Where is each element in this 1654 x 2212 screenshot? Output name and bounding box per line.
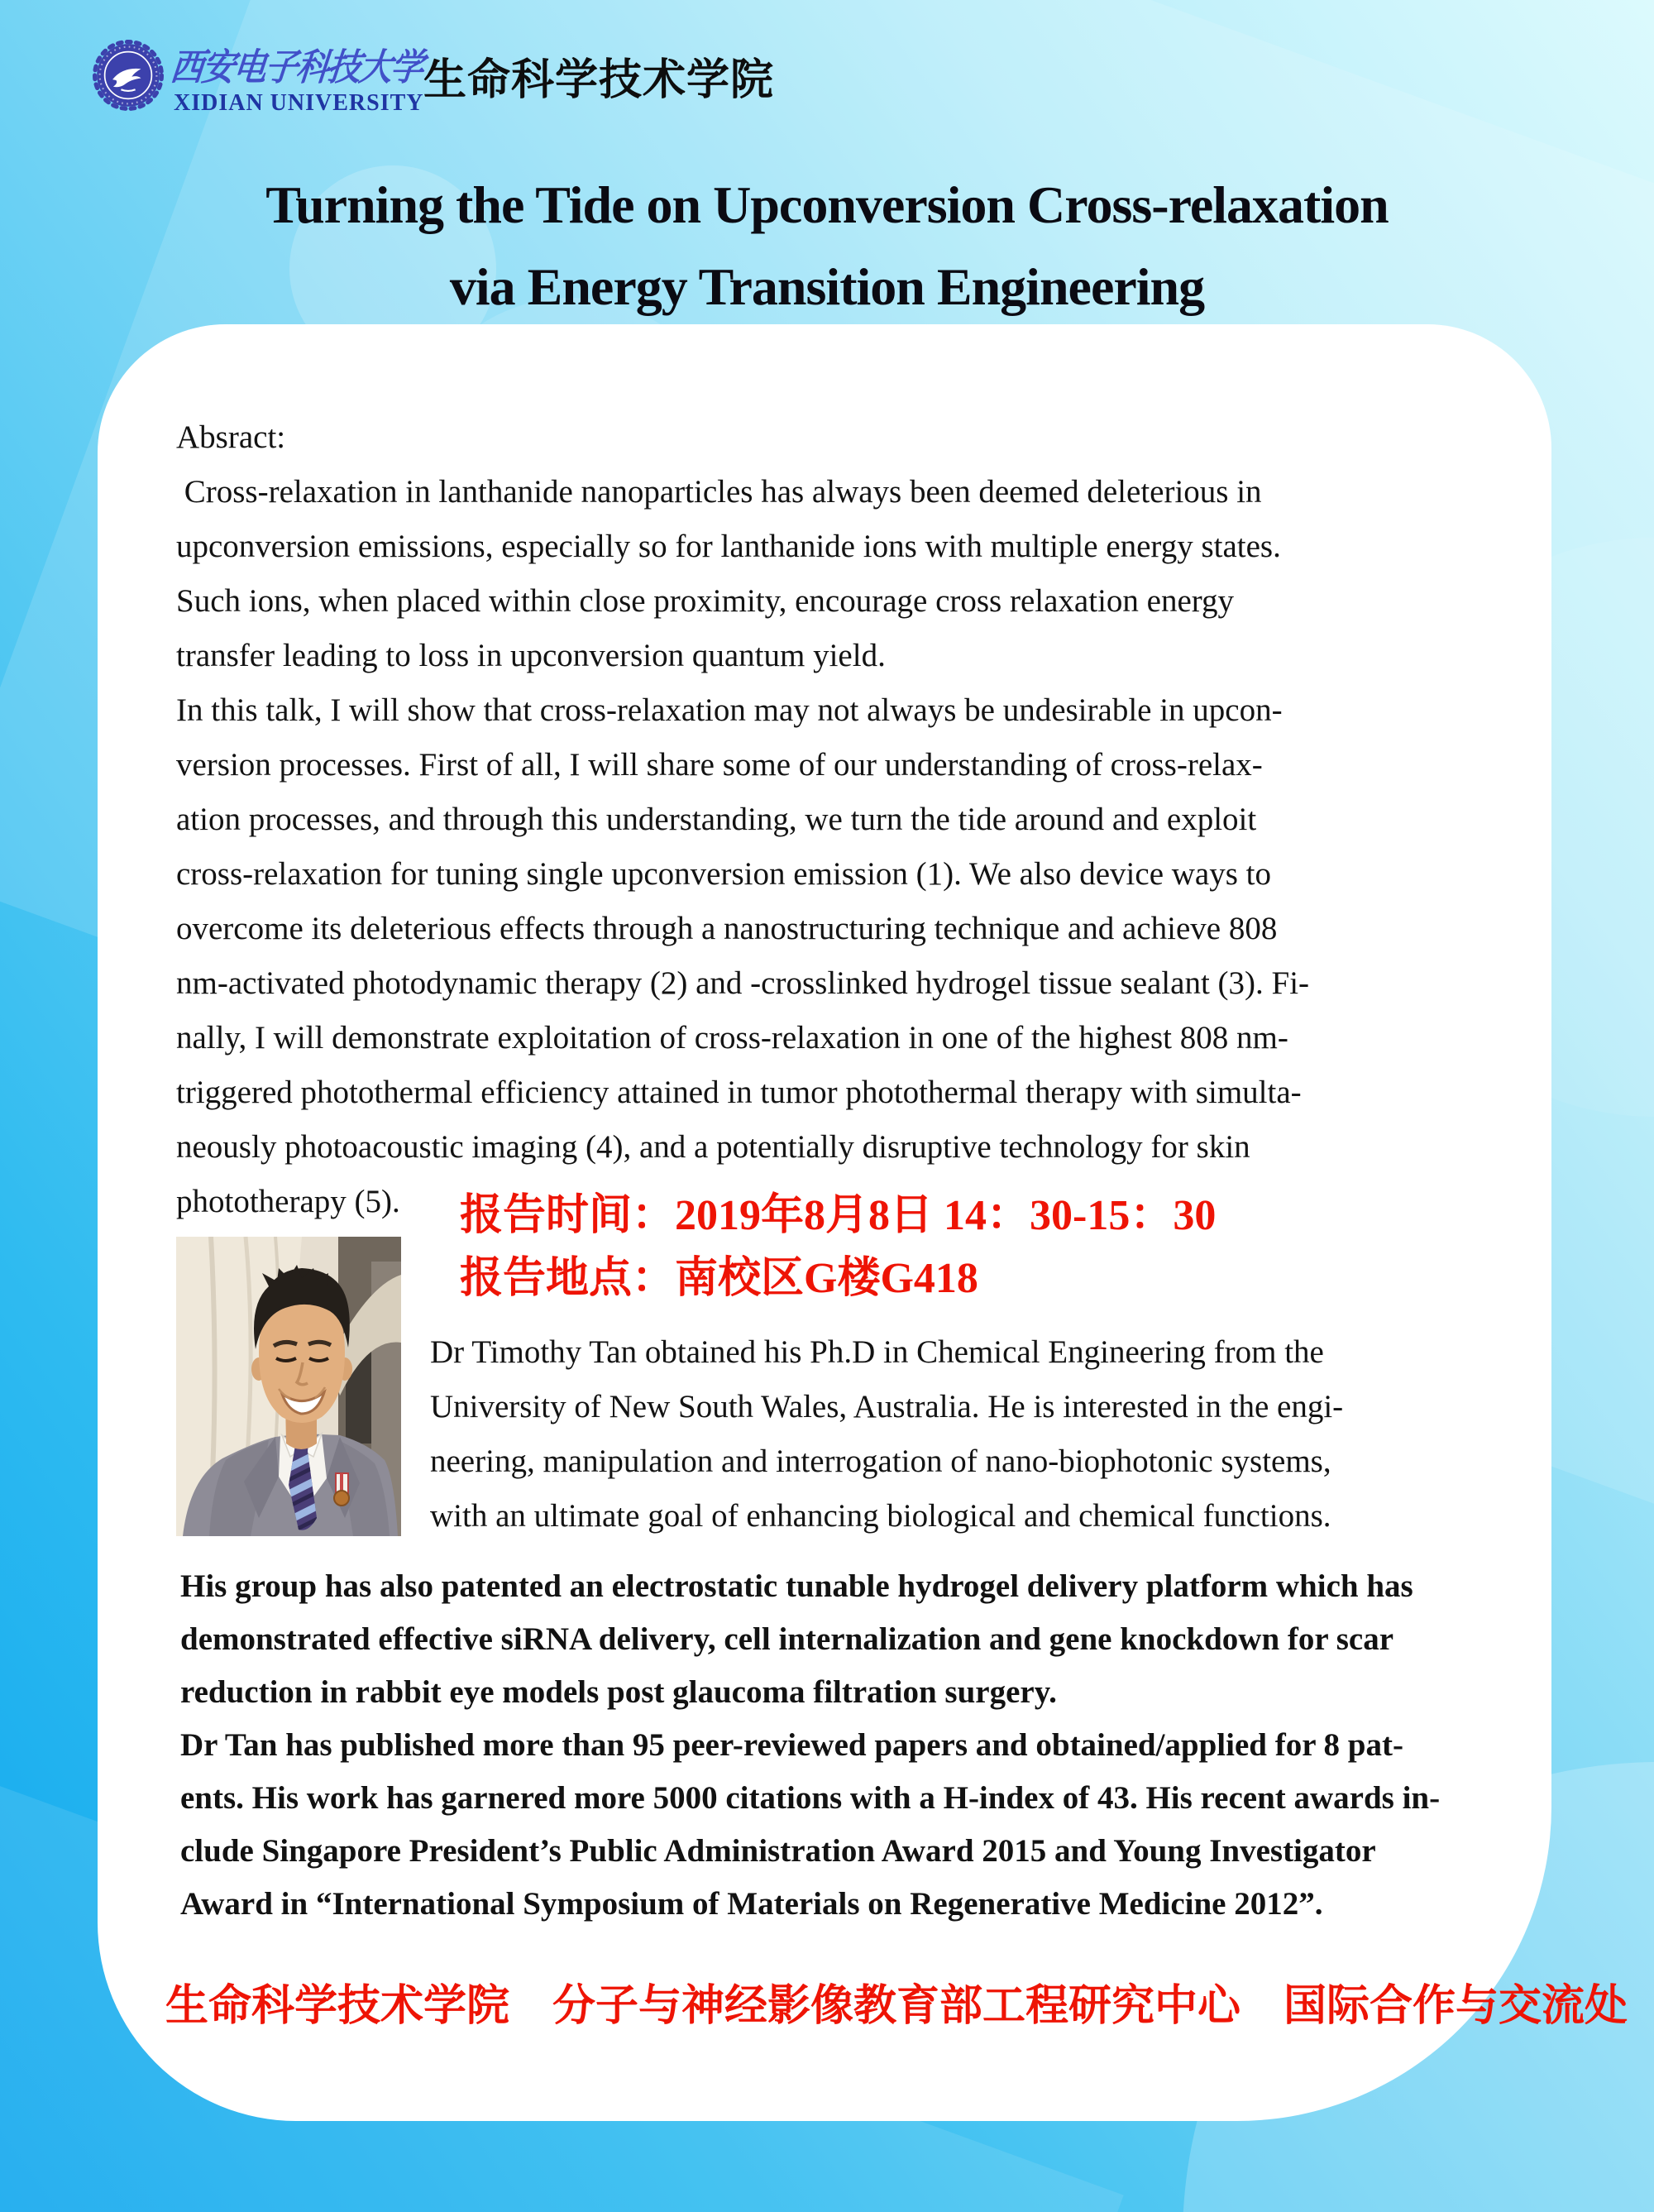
university-name-block (168, 38, 424, 117)
text-line: Dr Tan has published more than 95 peer-reviewed papers and obtained/applied for 8 pat- (180, 1727, 1403, 1763)
text-line: nally, I will demonstrate exploitation of cross-relaxation in one of the highest 808 nm- (176, 1020, 1288, 1056)
text-line: nm-activated photodynamic therapy (2) and -crosslinked hydrogel tissue sealant (3). Fi- (176, 965, 1310, 1001)
text-line: overcome its deleterious effects through a nanostructuring technique and achieve 808 (176, 911, 1278, 946)
text-line: phototherapy (5). (176, 1184, 400, 1219)
school-name: 生命科学技术学院 (423, 56, 775, 104)
text-line: University of New South Wales, Australia. He is interested in the engi- (430, 1389, 1344, 1424)
speaker-bio-side-text (430, 1325, 1505, 1544)
text-line: demonstrated effective siRNA delivery, cell internalization and gene knockdown for scar (180, 1621, 1394, 1657)
announcement-block (460, 1185, 1216, 1310)
text-line: Such ions, when placed within close proximity, encourage cross relaxation energy (176, 583, 1235, 619)
seminar-title-line2: via Energy Transition Engineering (449, 257, 1205, 316)
university-seal-icon (93, 40, 164, 111)
seminar-title (0, 164, 1654, 328)
text-line: with an ultimate goal of enhancing biological and chemical functions. (430, 1498, 1331, 1534)
text-line: Cross-relaxation in lanthanide nanoparticles has always been deemed deleterious in (176, 474, 1262, 510)
university-name-en: XIDIAN UNIVERSITY (174, 90, 424, 116)
text-line: reduction in rabbit eye models post glaucoma filtration surgery. (180, 1674, 1057, 1710)
text-line: ation processes, and through this understanding, we turn the tide around and exploit (176, 802, 1257, 837)
text-line: triggered photothermal efficiency attained in tumor photothermal therapy with simulta- (176, 1075, 1302, 1110)
seminar-title-line1: Turning the Tide on Upconversion Cross-relaxation (265, 175, 1389, 234)
text-line: transfer leading to loss in upconversion quantum yield. (176, 638, 886, 673)
organizers-line: 生命科学技术学院 分子与神经影像教育部工程研究中心 国际合作与交流处 (165, 1983, 1628, 2030)
text-line: neering, manipulation and interrogation of nano-biophotonic systems, (430, 1444, 1331, 1479)
abstract-text (176, 410, 1499, 1229)
text-line: neously photoacoustic imaging (4), and a potentially disruptive technology for skin (176, 1129, 1250, 1165)
text-line: clude Singapore President’s Public Administration Award 2015 and Young Investigator (180, 1833, 1376, 1869)
text-line: In this talk, I will show that cross-relaxation may not always be undesirable in upcon- (176, 692, 1283, 728)
announcement-location: 报告地点：南校区G楼G418 (460, 1255, 978, 1302)
text-line: version processes. First of all, I will share some of our understanding of cross-relax- (176, 747, 1263, 783)
speaker-bio-full-text (180, 1560, 1503, 1931)
text-line: cross-relaxation for tuning single upconversion emission (1). We also device ways to (176, 856, 1272, 892)
university-name-zh: 西安电子科技大学 (168, 46, 424, 89)
speaker-portrait-photo (176, 1237, 401, 1536)
text-line: Absract: (176, 419, 286, 455)
text-line: ents. His work has garnered more 5000 citations with a H-index of 43. His recent awards in- (180, 1780, 1441, 1816)
text-line: Dr Timothy Tan obtained his Ph.D in Chemical Engineering from the (430, 1334, 1324, 1370)
text-line: His group has also patented an electrostatic tunable hydrogel delivery platform which has (180, 1568, 1413, 1604)
text-line: Award in “International Symposium of Materials on Regenerative Medicine 2012”. (180, 1886, 1323, 1922)
text-line: upconversion emissions, especially so for lanthanide ions with multiple energy states. (176, 529, 1281, 564)
announcement-time: 报告时间：2019年8月8日 14：30-15：30 (460, 1192, 1217, 1239)
